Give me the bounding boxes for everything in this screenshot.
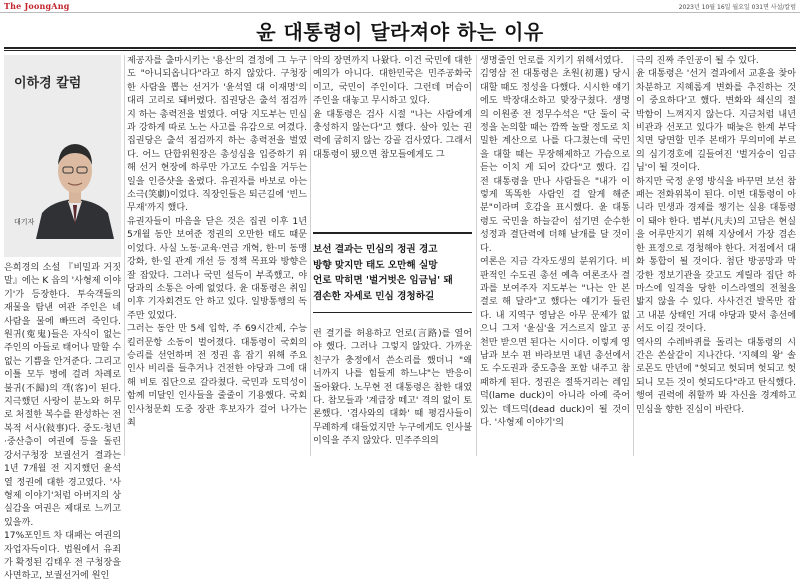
pull-quote <box>313 232 472 313</box>
columnist-role: 대기자 <box>14 218 35 226</box>
body-text: 극의 진짜 주인공이 될 수 있다. 윤 대통령은 '선거 결과에서 교훈을 찾아 차분하고 지혜롭게 변화를 추진하는 것이 중요하다'고 했다. 변화와 쇄신의 절박함이 느껴지지 않는다. 지금처럼 내년 비관과 선포고 있다가 때늦은 한계 부닥치면 당면할 민주 본태가 무의미에 부르의 심기경호에 길들여진 '벌거숭이 임금님'이 될 것이다. 하지만 국정 운영 방식을 바꾸면 보선 참패는 전화위복이 된다. 이번 대통령이 아니라 민생과 경제를 챙기는 실용 대통령이 돼야 한다. 범부(凡夫)의 고담은 현실을 어루만지기 위해 지상에서 가장 겸손한 표정으로 경청해야 한다. 저점에서 대화 통합이 될 것이다. 첨단 방공망과 막강한 정보기관을 갖고도 게릴라 집단 하마스에 일격을 당한 이스라엘의 전철을 밟지 않을 수 있다. 사사건건 발목만 잡고 내분 상태인 거대 야당과 맞서 총선에서도 이길 것이다. 역사의 수레바퀴를 돌리는 대통령의 시간은 쏜살같이 지나간다. '지혜의 왕' 솔로몬도 만년에 "헛되고 헛되며 헛되고 헛되니 모든 것이 헛되도다"라고 탄식했다. 행여 권력에 취할까 봐 자신을 경계하고 민심을 향한 진심이 바란다. <box>636 56 796 415</box>
text-column-2 <box>127 55 307 456</box>
newspaper-logo[interactable]: The JoongAng <box>4 1 70 11</box>
pull-quote-text: 보선 결과는 민심의 정권 경고 방향 맞지만 태도 오만해 실망 언로 막히면 '벌거벗은 임금님' 돼 겸손한 자세로 민심 경청하길 <box>313 244 453 302</box>
column-divider <box>310 55 311 456</box>
headline-rule-thin <box>4 50 796 51</box>
text-column-3-bottom <box>313 328 475 456</box>
dateline: 2023년 10월 16일 월요일 031면 사설/칼럼 <box>678 4 796 11</box>
headline-rule <box>4 47 796 49</box>
body-text: 은희경의 소설 『비밀과 거짓말』에는 K 읍의 '사형제 이야기'가 등장한다. 투숙객들의 재물을 탐낸 여관 주인은 네 사람을 물에 빠뜨려 죽인다. 원귀(寃鬼)들은 자식이 없는 주인의 아들로 태어나 말할 수 없는 기쁨을 안겨준다. 그리고 이틀 모두 병에 걸려 차례로 불귀(不歸)의 객(客)이 된다. 지극했던 사랑이 분노와 허무로 처절한 복수를 완성하는 전복적 서사(敍事)다. 중도·청년·중산층이 여권에 등을 돌린 강서구청장 보궐선거 결과는 1년 7개월 전 지지했던 윤석열 정권에 대한 경고였다. '사형제 이야기'처럼 아버지의 상실감을 여권은 제대로 느끼고 있을까. 17%포인트 차 대패는 여권의 자업자득이다. 법원에서 유죄가 확정된 김태우 전 구청장을 사면하고, 보궐선거에 원인 <box>4 263 121 582</box>
text-column-4 <box>480 55 630 456</box>
columnist-portrait <box>32 131 118 239</box>
body-text: 생명줄인 언로를 지키기 위해서였다. 김영삼 전 대통령은 초원(初選) 당시 대할 때도 정성을 다했다. 시시한 얘기에도 박장대소하고 맞장구쳤다. 생명의 이원종 전 정무수석은 "단 둘이 국정을 논의할 때는 깜짝 놀랄 정도로 치밀한 계산으로 나를 다그쳤는데 국민을 대할 때는 무장해제하고 가슴으로 듣는 이치 게 되어 갔다"고 했다. 김 전 대통령을 만나 사람들은 "내가 이렇게 똑똑한 사람인 걸 알게 해준 분"이라며 호감을 표시했다. 윤 대통령도 국민을 하늘같이 섬기면 순수한 성정과 결단력에 더해 날개를 달 것이다. 여론은 지금 각자도생의 분위기다. 비판적인 수도권 총선 예측 여론조사 결과를 보여주자 지도부는 "나는 안 본 결로 해 달라"고 했다는 얘기가 들린다. 내 지역구 영남은 아무 문제가 없으니 그저 '윤심'을 거스르지 않고 공천만 받으면 된다는 시이다. 이렇게 영남과 보수 편 바라보면 내년 총선에서도 수도권과 중도층을 포함 내주고 참패하게 된다. 정권은 절뚝거리는 레임덕(lame duck)이 아니라 아예 죽어 있는 데드덕(dead duck)이 될 것이다. '사형제 이야기'의 <box>480 56 630 428</box>
article-headline: 윤 대통령이 달라져야 하는 이유 <box>256 20 544 44</box>
text-column-3-top <box>313 55 472 230</box>
column-divider <box>633 55 634 456</box>
text-column-1 <box>4 262 121 582</box>
body-text: 런 결기를 허용하고 언로(言路)를 열어야 했다. 그러나 그렇지 않았다. 가까운 친구가 충정에서 쓴소리를 했더니 "왜 너까지 나를 힘들게 하느냐"는 반응이 돌아왔다. 노무현 전 대통령은 참한 대였다. 참모들과 '계급장 떼고' 격의 없이 토론했다. '겸사와의 대화' 때 평검사들이 무례하게 대들었지만 누구에게도 인사불이익을 주지 않았다. 민주주의의 <box>313 329 475 447</box>
text-column-5 <box>636 55 796 456</box>
columnist-box <box>4 55 121 257</box>
columnist-name: 이하경 칼럼 <box>14 76 82 91</box>
masthead-bar <box>0 0 800 13</box>
body-text: 제공자를 출마시키는 '용산'의 결정에 그 누구도 "아니되옵니다"라고 하지 않았다. 구청장 한 사람을 뽑는 선거가 '윤석열 대 이재명'의 대리 고리로 돼버렸다. 집권당은 출석 점검까지 하는 총력전을 벌였다. 여당 지도부는 민심과 강하게 따로 노는 사고를 유감으로 여겼다. 집권당은 출석 점검까지 하는 총력전을 벌였다. 어느 단합위원장은 총성심을 입증하기 위해 선거 현장에 하루만 가고도 수입을 거두는 일을 인증샷을 올렸다. 유권자를 바보로 아는 소극(笑劇)이었다. 직장인들은 퇴근길에 '빈느무재'까지 했다. 유권자들이 마음을 닫은 것은 집권 이후 1년 5개월 동안 보여준 정권의 오만한 태도 때문이었다. 사실 노동·교육·연금 개혁, 한·미 동맹 강화, 한·일 관계 개선 등 정책 목표와 방향은 잘 잡았다. 그러나 국민 설득이 부족했고, 야당과의 소통은 아예 없었다. 윤 대통령은 취임 이후 기자회견도 안 하고 있다. 일방통행의 독주만 있었다. 그러는 동안 만 5세 입학, 주 69시간제, 수능 킬러문항 소동이 벌어졌다. 대통령이 국회의 승리를 선언하며 전 정권 흠 잡기 위해 주요 인사 비리를 들추거나 건전한 야당과 그에 대해 비토 집단으로 갈라쳤다. 국민과 도덕성이 함께 미달인 인사들을 줄줄이 기용했다. 국회 인사청문회 도중 장관 후보자가 걸어 나가는 최 <box>127 56 307 428</box>
column-divider <box>476 55 477 456</box>
body-text: 악의 장면까지 나왔다. 이건 국민에 대한 예의가 아니다. 대한민국은 민주공화국이고, 국민이 주인이다. 그런데 머슴이 주인을 대놓고 무시하고 있다. 윤 대통령은 검사 시절 "나는 사람에게 충성하지 않는다"고 했다. 살아 있는 권력에 굽히지 않는 강골 검사였다. 그래서 대통령이 됐으면 참모들에게도 그 <box>313 56 472 160</box>
column-divider <box>124 55 125 456</box>
